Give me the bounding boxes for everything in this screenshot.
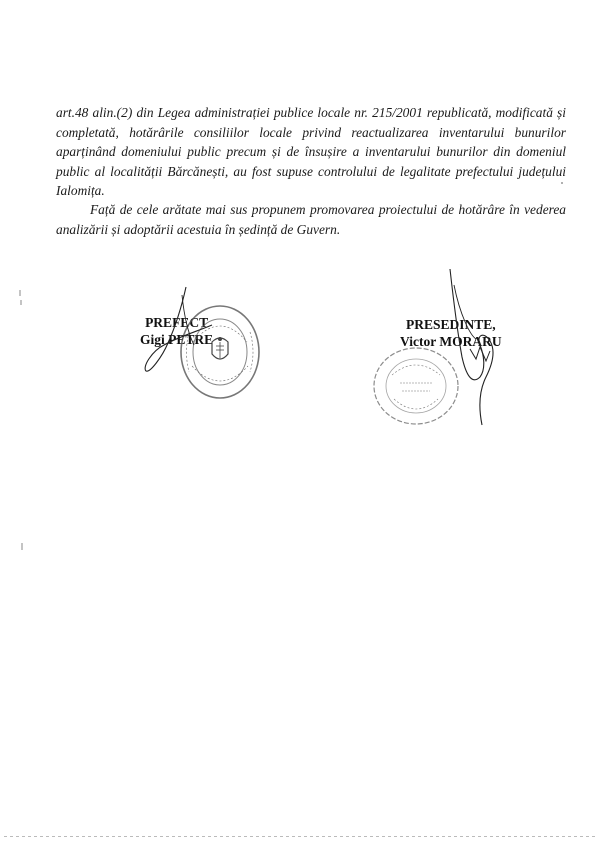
prefect-title: PREFECT xyxy=(145,315,209,330)
president-handwritten-signature xyxy=(440,265,500,435)
scan-speck xyxy=(20,542,24,552)
scan-footer-line xyxy=(4,836,598,837)
prefect-handwritten-signature xyxy=(138,285,218,385)
president-name: Victor MORARU xyxy=(400,334,502,349)
body-paragraph-2: Față de cele arătate mai sus propunem promovarea proiectului de hotărâre în vederea analizării și adoptării acestuia în ședință de Guvern. xyxy=(56,202,566,237)
body-paragraph-1: art.48 alin.(2) din Legea administrației publice locale nr. 215/2001 republicată, modificată și completată, hotărârile consiliilor locale privind reactualizarea inventarului bunurilor aparținând domeniului public precum și de însușire a inventarului bunurilor din domeniul public al localității Bărcănești, au fost supuse controlului de legalitate prefectului județului Ialomița. xyxy=(56,105,566,199)
scan-speck xyxy=(18,288,24,308)
president-title: PRESEDINTE, xyxy=(405,317,496,332)
prefect-name: Gigi PETRE xyxy=(140,332,214,347)
scan-speck xyxy=(560,180,564,186)
